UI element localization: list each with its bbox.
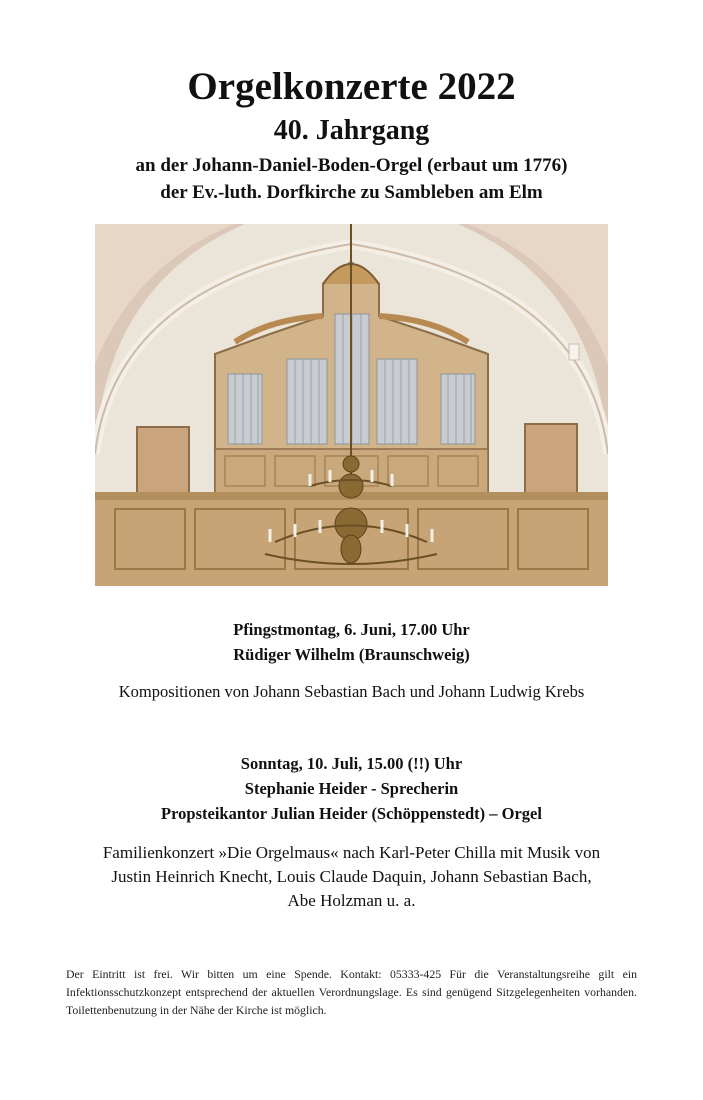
footer-note: Der Eintritt ist frei. Wir bitten um eine Spende. Kontakt: 05333-425 Für die Veranstaltungsreihe gilt ein Infektionsschutzkonzept entsprechend der aktuellen Verordnungslage. Es sind genügend Sitzgelegenheiten vorhanden. Toilettenbenutzung in der Nähe der Kirche ist möglich. <box>66 967 637 1017</box>
venue-line-church: der Ev.-luth. Dorfkirche zu Sambleben am Elm <box>160 182 543 203</box>
event-2-header <box>0 751 703 826</box>
page-title: Orgelkonzerte 2022 <box>187 65 516 108</box>
organ-photo <box>95 224 608 586</box>
event-2-description-line: Familienkonzert »Die Orgelmaus« nach Karl-Peter Chilla mit Musik von <box>102 843 601 862</box>
event-1-performer: Rüdiger Wilhelm (Braunschweig) <box>233 645 470 664</box>
venue-line-organ: an der Johann-Daniel-Boden-Orgel (erbaut um 1776) <box>135 155 568 176</box>
event-2-description-line: Justin Heinrich Knecht, Louis Claude Daquin, Johann Sebastian Bach, <box>111 867 592 886</box>
event-1-date: Pfingstmontag, 6. Juni, 17.00 Uhr <box>233 620 470 639</box>
event-2-description <box>0 841 703 913</box>
event-2-performer-speaker: Stephanie Heider - Sprecherin <box>244 779 459 798</box>
event-2-date: Sonntag, 10. Juli, 15.00 (!!) Uhr <box>240 754 463 773</box>
event-2-description-line: Abe Holzman u. a. <box>287 891 416 910</box>
venue-description <box>0 152 703 206</box>
event-2-performer-organ: Propsteikantor Julian Heider (Schöppenstedt) – Orgel <box>161 804 542 823</box>
edition-subtitle: 40. Jahrgang <box>273 115 430 146</box>
event-1-description: Kompositionen von Johann Sebastian Bach und Johann Ludwig Krebs <box>118 682 585 701</box>
event-1-header <box>0 617 703 667</box>
